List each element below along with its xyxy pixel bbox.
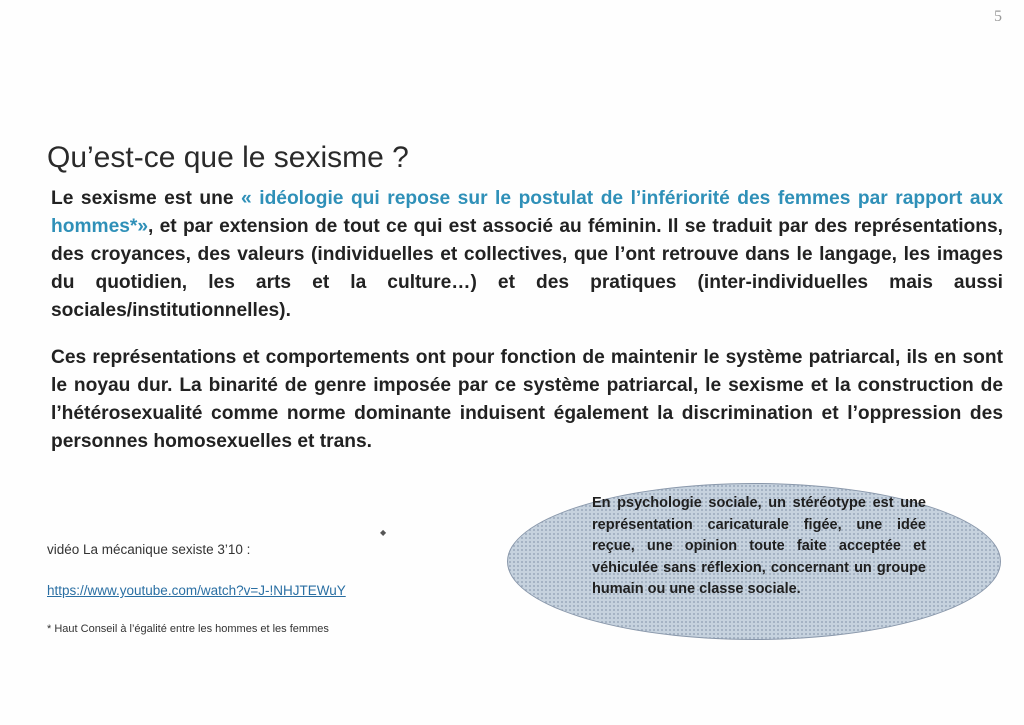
stereotype-definition: En psychologie sociale, un stéréotype est une représentation caricaturale figée, une idée reçue, une opinion toute faite acceptée et véhiculée sans réflexion, concernant un groupe humain ou une classe sociale. <box>592 495 926 597</box>
scan-speck: ◆ <box>380 528 387 537</box>
footnote: * Haut Conseil à l’égalité entre les hommes et les femmes <box>47 623 329 635</box>
page-number-mark: 5 <box>994 8 1002 25</box>
patriarchy-paragraph: Ces représentations et comportements ont pour fonction de maintenir le système patriarcal, ils en sont le noyau dur. La binarité de genre imposée par ce système patriarcal, le sexisme et la construction de l’hétérosexualité comme norme dominante induisent également la discrimination et l’oppression des personnes homosexuelles et trans. <box>51 347 1003 452</box>
video-link[interactable]: https://www.youtube.com/watch?v=J-!NHJTEWuY <box>47 583 346 598</box>
video-label: vidéo La mécanique sexiste 3’10 : <box>47 542 251 557</box>
definition-paragraph <box>51 185 1003 325</box>
definition-intro: Le sexisme est une <box>51 188 242 209</box>
page-title: Qu’est-ce que le sexisme ? <box>47 141 409 174</box>
definition-quote: « idéologie qui repose sur le postulat de l’infériorité des femmes par rapport aux hommes*» <box>51 188 1003 237</box>
definition-rest: , et par extension de tout ce qui est associé au féminin. Il se traduit par des représentations, des croyances, des valeurs (individuelles et collectives, que l’ont retrouve dans le langage, les images du quotidien, les arts et la culture…) et des pratiques (inter-individuelles mais aussi sociales/institutionnelles). <box>51 216 1003 321</box>
